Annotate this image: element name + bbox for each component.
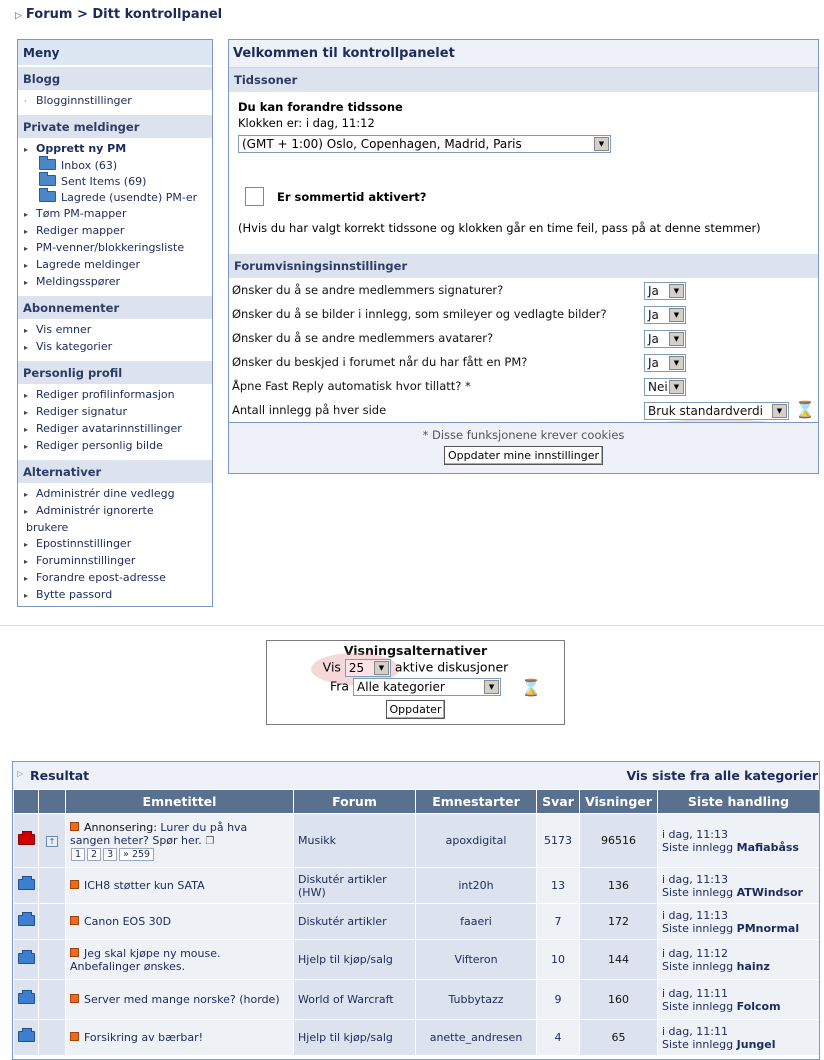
breadcrumb[interactable] [15,7,222,22]
divider [0,625,824,626]
forum-link[interactable]: Hjelp til kjøp/salg [294,1020,416,1056]
arrow-icon: ▸ [24,391,29,400]
hot-folder-icon [18,834,35,845]
arrow-icon: ▸ [24,408,29,417]
table-row: Canon EOS 30D Diskutér artikler faaeri 7 172 i dag, 11:13 Siste innlegg PMnormal [14,904,820,940]
menu-item[interactable]: ▸ Rediger personlig bilde [24,438,212,455]
arrow-icon: ▸ [24,261,29,270]
starter-link[interactable]: int20h [416,868,537,904]
setting-row: Ønsker du å se bilder i innlegg, som smileyer og vedlagte bilder? Ja ▼ [229,302,818,326]
table-row: ↑ Annonsering: Lurer du på hva sangen heter? Spør her. ❐ 1 2 3 » 259 Musikk apoxdigital 5173 96516 i dag, 11:13 Siste innlegg Mafiabåss [14,814,820,868]
setting-select[interactable]: Nei ▼ [644,378,686,396]
arrow-icon: ▸ [24,557,29,566]
replies-link[interactable]: 9 [537,980,580,1020]
page-link[interactable]: 3 [103,848,117,861]
panel-title: Velkommen til kontrollpanelet [229,40,818,68]
topic-icon [70,880,79,889]
setting-row: Ønsker du beskjed i forumet når du har fått en PM? Ja ▼ [229,350,818,374]
menu-item[interactable]: ▸ Vis kategorier [24,339,212,356]
arrow-icon: ▸ [24,227,29,236]
menu-item[interactable]: ▸ Lagrede meldinger [24,257,212,274]
menu-item[interactable]: ▸ Foruminnstillinger [24,553,212,570]
col-icon2 [39,790,66,814]
topic-icon [70,916,79,925]
folder-icon [39,175,56,186]
arrow-icon: ▸ [24,278,29,287]
table-row: ICH8 støtter kun SATA Diskutér artikler (HW) int20h 13 136 i dag, 11:13 Siste innlegg ATWindsor [14,868,820,904]
topic-icon [70,822,79,831]
arrow-icon: ▸ [24,574,29,583]
results-header [13,762,819,789]
menu-item[interactable]: ▸ Vis emner [24,322,212,339]
pinned-icon: ↑ [46,836,58,847]
posts-per-page-select[interactable]: Bruk standardverdi ▼ [644,402,789,420]
chevron-down-icon: ▼ [669,380,684,394]
menu-item[interactable]: · Blogginnstillinger [24,93,212,110]
triangle-icon: ▷ [15,11,22,21]
menu-item[interactable]: ▸ Administrér ignorerte [24,503,212,520]
timezone-heading: Du kan forandre tidssone [238,100,403,114]
arrow-icon: ▸ [24,343,29,352]
arrow-icon: ▸ [24,540,29,549]
starter-link[interactable]: apoxdigital [416,814,537,868]
menu-item[interactable]: ▸ Epostinnstillinger [24,536,212,553]
menu-section-profile: Personlig profil [18,360,212,384]
col-title[interactable]: Emnetittel [66,790,294,814]
menu-item-inbox[interactable]: Inbox (63) [24,158,212,174]
last-poster-link[interactable]: PMnormal [736,921,800,935]
table-row: Server med mange norske? (horde) World of Warcraft Tubbytazz 9 160 i dag, 11:11 Siste innlegg Folcom [14,980,820,1020]
topic-link[interactable]: Canon EOS 30D [84,915,172,928]
col-last-action[interactable]: Siste handling [658,790,820,814]
menu-item[interactable]: ▸ Bytte passord [24,587,212,604]
menu-title: Meny [18,40,212,66]
menu-item-sent[interactable]: Sent Items (69) [24,174,212,190]
views-count: 136 [580,868,658,904]
menu-item[interactable]: ▸ Rediger signatur [24,404,212,421]
chevron-down-icon: ▼ [669,332,684,346]
page-link[interactable]: » 259 [119,848,154,861]
triangle-icon: ▷ [17,769,24,778]
replies-link[interactable]: 4 [537,1020,580,1056]
views-count: 160 [580,980,658,1020]
views-count: 96516 [580,814,658,868]
replies-link[interactable]: 10 [537,940,580,980]
chevron-down-icon: ▼ [669,284,684,298]
topic-icon [70,948,79,957]
topic-link[interactable]: Forsikring av bærbar! [84,1031,204,1044]
setting-select[interactable]: Ja ▼ [644,306,686,324]
forum-link[interactable]: Hjelp til kjøp/salg [294,940,416,980]
last-poster-link[interactable]: Jungel [736,1037,776,1051]
topic-link[interactable]: Lurer du på hva sangen heter? Spør her. [70,820,248,847]
view-options [266,640,565,725]
arrow-icon: ▸ [24,244,29,253]
views-count: 65 [580,1020,658,1056]
forum-view-settings [229,278,818,446]
menu-item[interactable]: ▸ Meldingsspører [24,274,212,291]
control-panel [228,39,819,474]
col-replies[interactable]: Svar [537,790,580,814]
timezones-section [229,92,818,254]
views-count: 172 [580,904,658,940]
panel-footer [229,422,818,473]
timezones-header: Tidssoner [229,68,818,92]
starter-link[interactable]: faaeri [416,904,537,940]
chevron-down-icon: ▼ [669,356,684,370]
starter-link[interactable]: Tubbytazz [416,980,537,1020]
menu-item[interactable]: ▸ Rediger avatarinnstillinger [24,421,212,438]
menu-item-new-pm[interactable]: ▸ Opprett ny PM [24,141,212,158]
chevron-down-icon: ▼ [669,308,684,322]
timezone-select[interactable]: (GMT + 1:00) Oslo, Copenhagen, Madrid, Paris ▼ [238,135,611,153]
menu-section-subscriptions: Abonnementer [18,295,212,319]
arrow-icon: ▸ [24,326,29,335]
view-all-categories-link[interactable]: Vis siste fra alle kategorier [626,768,818,783]
menu-section-blogg: Blogg [18,66,212,90]
topic-icon [70,1032,79,1041]
timezone-note: (Hvis du har valgt korrekt tidssone og klokken går en time feil, pass på at denne stemmer) [238,221,761,235]
clock-text: Klokken er: i dag, 11:12 [238,116,375,130]
chevron-down-icon: ▼ [374,661,389,675]
chevron-down-icon: ▼ [484,680,499,694]
menu-item[interactable]: ▸ PM-venner/blokkeringsliste [24,240,212,257]
menu-item[interactable]: ▸ Tøm PM-mapper [24,206,212,223]
last-poster-link[interactable]: Mafiabåss [736,840,799,854]
hourglass-icon: ⌛ [521,678,541,697]
arrow-icon: ▸ [24,145,29,154]
topic-link[interactable]: Server med mange norske? (horde) [84,993,280,1006]
update-button[interactable]: Oppdater [386,700,446,719]
folder-icon [39,191,56,202]
folder-icon [18,953,35,964]
forum-view-header: Forumvisningsinnstillinger [229,254,818,278]
sidebar-menu [17,39,213,607]
forum-link[interactable]: World of Warcraft [294,980,416,1020]
replies-link[interactable]: 13 [537,868,580,904]
dst-label: Er sommertid aktivert? [277,190,427,204]
topic-link[interactable]: ICH8 støtter kun SATA [84,879,205,892]
replies-link[interactable]: 7 [537,904,580,940]
col-icon [14,790,39,814]
arrow-icon: ▸ [24,210,29,219]
col-forum[interactable]: Forum [294,790,416,814]
setting-select[interactable]: Ja ▼ [644,330,686,348]
results-table [13,789,820,1056]
setting-row: Antall innlegg på hver side Bruk standardverdi ▼ ⌛ [232,400,815,419]
cookie-note: * Disse funksjonene krever cookies [422,428,625,442]
folder-icon [18,993,35,1004]
menu-item[interactable]: ▸ Administrér dine vedlegg [24,486,212,503]
folder-icon [18,879,35,890]
forum-link[interactable]: Musikk [294,814,416,868]
views-count: 144 [580,940,658,980]
menu-section-pm: Private meldinger [18,114,212,138]
last-poster-link[interactable]: Folcom [736,999,781,1013]
arrow-icon: ▸ [24,490,29,499]
topic-link[interactable]: Jeg skal kjøpe ny mouse. Anbefalinger ønskes. [70,946,221,973]
topic-icon [70,994,79,1003]
last-poster-link[interactable]: ATWindsor [736,885,803,899]
menu-item[interactable]: ▸ Rediger mapper [24,223,212,240]
dst-checkbox[interactable] [245,187,264,206]
setting-select[interactable]: Ja ▼ [644,354,686,372]
setting-row: Ønsker du å se andre medlemmers avatarer? Ja ▼ [229,326,818,350]
page-link[interactable]: 1 [71,848,85,861]
starter-link[interactable]: anette_andresen [416,1020,537,1056]
menu-item[interactable]: ▸ Rediger profilinformasjon [24,387,212,404]
folder-icon [39,159,56,170]
replies-link[interactable]: 5173 [537,814,580,868]
table-row: Jeg skal kjøpe ny mouse. Anbefalinger ønskes. Hjelp til kjøp/salg Vifteron 10 144 i dag, 11:12 Siste innlegg hainz [14,940,820,980]
from-row: Fra Alle kategorier ▼ ⌛ [329,678,541,697]
chevron-down-icon: ▼ [594,137,609,151]
page-link[interactable]: 2 [87,848,101,861]
category-select[interactable]: Alle kategorier ▼ [353,678,501,696]
forum-link[interactable]: Diskutér artikler [294,904,416,940]
setting-row: Ønsker du å se andre medlemmers signaturer? Ja ▼ [229,278,818,302]
menu-item-wrap[interactable]: brukere [26,521,69,534]
setting-row: Åpne Fast Reply automatisk hvor tillatt? * Nei ▼ [229,374,818,398]
folder-icon [18,915,35,926]
last-poster-link[interactable]: hainz [736,959,770,973]
hourglass-icon: ⌛ [795,400,815,419]
menu-item-drafts[interactable]: Lagrede (usendte) PM-er [24,190,212,206]
arrow-icon: ▸ [24,591,29,600]
bullet-icon: · [24,97,27,106]
folder-icon [18,1031,35,1042]
col-starter[interactable]: Emnestarter [416,790,537,814]
breadcrumb-text[interactable]: Forum > Ditt kontrollpanel [25,7,223,22]
forum-link[interactable]: Diskutér artikler (HW) [294,868,416,904]
chevron-down-icon: ▼ [772,404,787,418]
arrow-icon: ▸ [24,425,29,434]
arrow-icon: ▸ [24,507,29,516]
results-panel [12,761,820,1060]
copy-icon: ❐ [205,835,215,847]
show-row: Vis 25 ▼ aktive diskusjoner [322,659,509,675]
table-row: Forsikring av bærbar! Hjelp til kjøp/salg anette_andresen 4 65 i dag, 11:11 Siste innlegg Jungel [14,1020,820,1056]
menu-item[interactable]: ▸ Forandre epost-adresse [24,570,212,587]
starter-link[interactable]: Vifteron [416,940,537,980]
menu-section-alternatives: Alternativer [18,459,212,483]
announcement-prefix: Annonsering: [84,820,157,834]
show-count-select[interactable]: 25 ▼ [345,659,391,677]
results-title: Resultat [30,768,90,783]
arrow-icon: ▸ [24,442,29,451]
view-options-title: Visningsalternativer [343,643,488,658]
col-views[interactable]: Visninger [580,790,658,814]
setting-select[interactable]: Ja ▼ [644,282,686,300]
update-settings-button[interactable]: Oppdater mine innstillinger [444,446,603,465]
